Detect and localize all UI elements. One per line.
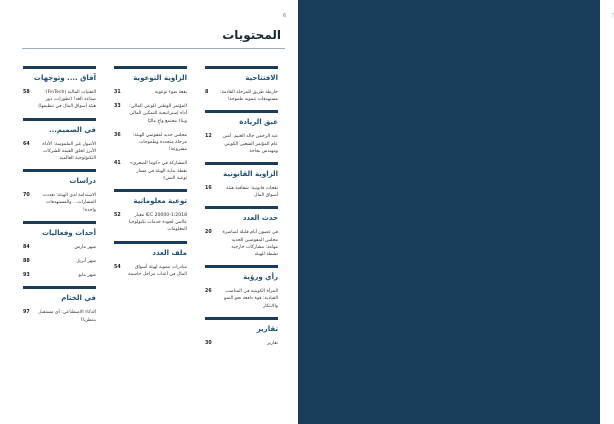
entry-title: IEC 20000-1:2018 معيار عالمي لجودة خدمات تكنولوجيا المعلومات	[128, 213, 187, 233]
section-title: في الصميم...	[48, 125, 96, 134]
toc-section	[205, 265, 278, 310]
section-bar	[205, 206, 278, 209]
toc-entry[interactable]	[205, 340, 278, 347]
toc-column-1	[205, 66, 278, 354]
toc-column-2	[114, 66, 187, 285]
title-divider	[22, 48, 285, 49]
toc-section	[205, 162, 278, 199]
toc-entry[interactable]	[205, 229, 278, 258]
entry-title: نقحات قانونية: شفافية هيئة أسواق المال	[226, 186, 278, 199]
section-bar	[205, 110, 278, 113]
entry-page-number: 54	[114, 264, 121, 270]
toc-entry[interactable]	[23, 309, 96, 323]
toc-entry[interactable]	[23, 141, 96, 163]
navy-cover-page	[298, 0, 614, 424]
section-title: الزاوية القانونية	[223, 170, 278, 179]
entry-page-number: 64	[23, 141, 30, 147]
entry-page-number: 26	[205, 289, 212, 295]
entry-page-number: 30	[205, 340, 212, 346]
section-title: في الختام	[61, 294, 96, 303]
entry-title: المؤتمر الوطني للوعي المالي: أداة إستراتيجية للتمكين المالي وبناء مجتمع واعٍ ماليًا	[129, 104, 187, 124]
page-title: المحتويات	[222, 28, 281, 42]
entry-page-number: 36	[114, 132, 121, 138]
entry-page-number: 12	[205, 134, 212, 140]
entry-page-number: 88	[23, 259, 30, 265]
section-bar	[114, 189, 187, 192]
toc-entry[interactable]	[205, 288, 278, 310]
entry-page-number: 93	[23, 273, 30, 279]
entry-title: مبادرات تنموية لهيئة أسواق المال في أعتاب مراحل حاسمة	[128, 264, 187, 277]
section-bar	[114, 66, 187, 69]
section-bar	[23, 169, 96, 172]
entry-title: شهر مايو	[78, 273, 96, 279]
toc-section	[205, 110, 278, 155]
section-bar	[23, 286, 96, 289]
entry-page-number: 84	[23, 244, 30, 250]
entry-page-number: 70	[23, 193, 30, 199]
entry-page-number: 58	[23, 90, 30, 95]
toc-entry[interactable]	[114, 264, 187, 278]
toc-section	[114, 189, 187, 234]
page-number-left: 6	[283, 13, 287, 19]
toc-section	[114, 241, 187, 278]
toc-entry[interactable]	[23, 258, 96, 265]
entry-title: عبد الرحمن خالد الغنيم: أمين عام المؤتمر الشعبي الكويتي ومهندس بحاجة	[222, 134, 278, 154]
entry-page-number: 31	[114, 90, 121, 95]
section-bar	[23, 66, 96, 69]
toc-section	[114, 66, 187, 182]
entry-page-number: 41	[114, 161, 121, 167]
toc-entry[interactable]	[114, 132, 187, 154]
section-title: توعية معلوماتية	[133, 197, 187, 206]
entry-title: خارطة طريق للمرحلة القادمة: مستهدفات تنموية طموحة!	[219, 90, 278, 103]
entry-page-number: 20	[205, 230, 212, 236]
section-bar	[114, 241, 187, 244]
toc-entry[interactable]	[23, 272, 96, 279]
section-title: أحداث وفعاليات	[41, 228, 96, 237]
entry-title: في غضون أيام قليلة لمباشرة مجلس المفوضين الجديد مهامه: مشاركات خارجية نشطة للهيئة	[222, 230, 278, 258]
section-bar	[205, 265, 278, 268]
toc-entry[interactable]	[114, 89, 187, 96]
page-number-right: 7	[611, 13, 614, 19]
section-title: تقارير	[256, 324, 278, 333]
entry-title: تقارير	[266, 340, 278, 346]
toc-entry[interactable]	[205, 89, 278, 103]
toc-section	[23, 286, 96, 323]
section-bar	[23, 221, 96, 224]
toc-entry[interactable]	[23, 192, 96, 214]
entry-title: الذكاء الاصطناعي: أي مستقبل ينتظرنا؟	[38, 310, 96, 323]
entry-page-number: 97	[23, 310, 30, 316]
entry-title: المشاركة في «كوما الصغرى» نقطة بداية الهيئة في مسار توعية النشء	[129, 161, 187, 181]
section-title: آفاق .... وتوجهات	[33, 74, 96, 82]
toc-section	[23, 221, 96, 280]
entry-title: بقعة ضوء توعوية	[154, 90, 187, 95]
section-title: حدث العدد	[242, 214, 278, 223]
toc-entry[interactable]	[23, 244, 96, 251]
section-title: الافتتاحية	[245, 74, 278, 82]
toc-section	[205, 317, 278, 347]
toc-section	[23, 66, 96, 111]
section-title: دراسات	[69, 177, 96, 186]
entry-title: الاستدامة لدى الهيئة: تعددت المسارات... والمستهدفات واحدة!	[42, 193, 96, 213]
section-title: ملف العدد	[152, 248, 187, 257]
section-bar	[205, 66, 278, 69]
entry-page-number: 33	[114, 104, 121, 110]
entry-title: الأصول غير الملموسة: الأداة الأبرز لخلق القيمة للشركات التكنولوجية العالمية	[42, 141, 96, 162]
section-title: رأي ورؤية	[243, 273, 278, 282]
toc-entry[interactable]	[114, 212, 187, 234]
entry-title: شهر مارس	[74, 244, 96, 250]
toc-entry[interactable]	[23, 89, 96, 111]
toc-section	[23, 169, 96, 214]
entry-title: شهر أبريل	[76, 259, 96, 265]
toc-section	[205, 206, 278, 258]
section-title: عبق الريادة	[239, 118, 278, 127]
section-bar	[205, 317, 278, 320]
entry-title: التقنيات المالية (FinTech): صناعة الغد! (تطورات، دور هيئة أسواق المال في تنظيمها)	[38, 90, 96, 110]
toc-section	[205, 66, 278, 103]
entry-title: مجلس جديد لمفوضي الهيئة: مرحلة متجددة وطموحات مشروعة!	[132, 132, 187, 153]
entry-page-number: 8	[205, 90, 209, 95]
toc-entry[interactable]	[114, 160, 187, 182]
section-bar	[205, 162, 278, 165]
section-bar	[23, 118, 96, 121]
entry-page-number: 16	[205, 186, 212, 192]
toc-section	[23, 118, 96, 163]
entry-page-number: 52	[114, 213, 121, 219]
contents-page	[0, 0, 298, 424]
toc-column-3	[23, 66, 96, 331]
section-title: الزاوية التوعوية	[133, 74, 187, 82]
toc-entry[interactable]	[114, 103, 187, 125]
entry-title: المرأة الكويتية في المناصب القيادية: قوة دافعة نحو النمو والابتكار	[224, 289, 278, 309]
toc-entry[interactable]	[205, 133, 278, 155]
toc-entry[interactable]	[205, 185, 278, 199]
